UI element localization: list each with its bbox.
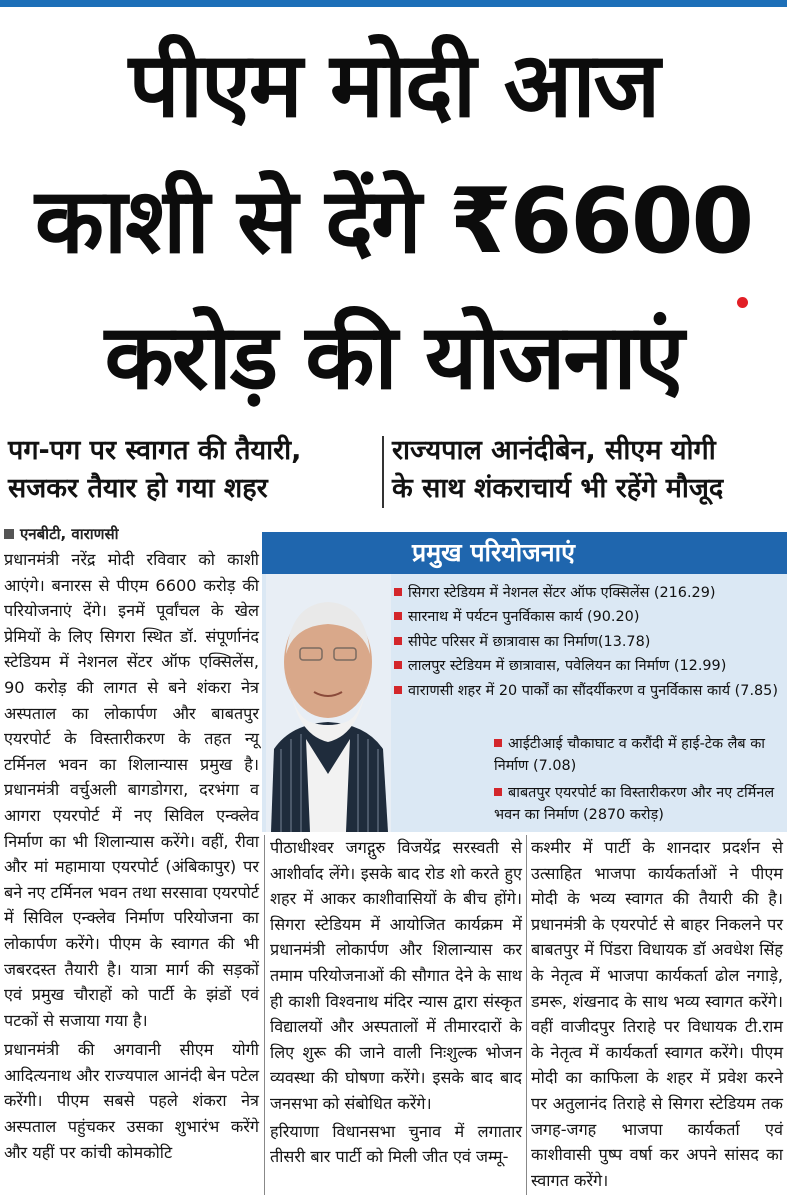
byline xyxy=(4,524,119,544)
projects-box-title: प्रमुख परियोजनाएं xyxy=(412,538,575,567)
article-column-2 xyxy=(270,835,522,1170)
headline-line-2: काशी से देंगे ₹6600 xyxy=(34,169,753,274)
project-item-text: सिगरा स्टेडियम में नेशनल सेंटर ऑफ एक्सिलेंस (216.29) xyxy=(408,585,716,601)
project-item-text: सारनाथ में पर्यटन पुनर्विकास कार्य (90.20) xyxy=(408,609,640,625)
subhead-divider xyxy=(382,436,384,508)
article-paragraph: प्रधानमंत्री की अगवानी सीएम योगी आदित्यनाथ और राज्यपाल आनंदी बेन पटेल करेंगी। पीएम सबसे पहले शंकरा नेत्र अस्पताल पहुंचकर उसका शुभारंभ करेंगे और यहीं पर कांची कोमकोटि xyxy=(4,1040,259,1162)
byline-text: एनबीटी, वाराणसी xyxy=(20,525,119,543)
project-item-text: लालपुर स्टेडियम में छात्रावास, पवेलियन का निर्माण (12.99) xyxy=(408,658,727,674)
pm-photo xyxy=(266,574,391,832)
bullet-icon xyxy=(394,612,402,620)
project-item xyxy=(394,631,784,653)
bullet-icon xyxy=(394,588,402,596)
project-item xyxy=(394,655,784,677)
column-divider xyxy=(264,835,265,1195)
project-item xyxy=(494,733,784,777)
headline-line-3: करोड़ की योजनाएं xyxy=(104,305,683,410)
project-item-text: सीपेट परिसर में छात्रावास का निर्माण(13.78) xyxy=(408,634,651,650)
article-paragraph: हरियाणा विधानसभा चुनाव में लगातार तीसरी बार पार्टी को मिली जीत एवं जम्मू- xyxy=(270,1121,522,1167)
bullet-icon xyxy=(394,637,402,645)
project-item-text: आईटीआई चौकाघाट व करौंदी में हाई-टेक लैब का निर्माण (7.08) xyxy=(494,736,766,774)
project-item xyxy=(394,680,784,702)
bullet-icon xyxy=(494,739,502,747)
bullet-icon xyxy=(394,661,402,669)
project-item xyxy=(394,582,784,604)
article-column-1 xyxy=(4,547,259,1165)
article-column-3 xyxy=(531,835,783,1193)
project-item xyxy=(394,606,784,628)
project-item-text: वाराणसी शहर में 20 पार्कों का सौंदर्यीकरण व पुनर्विकास कार्य (7.85) xyxy=(408,683,778,699)
subhead-right xyxy=(392,432,784,510)
bullet-icon xyxy=(394,686,402,694)
top-color-bar xyxy=(0,0,787,7)
subhead-right-line-2: के साथ शंकराचार्य भी रहेंगे मौजूद xyxy=(392,473,724,504)
subhead-left-line-2: सजकर तैयार हो गया शहर xyxy=(8,473,268,504)
article-paragraph: प्रधानमंत्री नरेंद्र मोदी रविवार को काशी आएंगे। बनारस से पीएम 6600 करोड़ की परियोजनाएं देंगे। इनमें पूर्वांचल के खेल प्रेमियों के लिए सिगरा स्थित डॉ. संपूर्णानंद स्टेडियम में नेशनल सेंटर ऑफ एक्सिलेंस, 90 करोड़ की लागत से बने शंकरा नेत्र अस्पताल का लोकार्पण और बाबतपुर एयरपोर्ट के विस्तारीकरण के तहत न्यू टर्मिनल भवन का शिलान्यास प्रमुख है। प्रधानमंत्री वर्चुअली बागडोगरा, दरभंगा व आगरा एयरपोर्ट में नए सिविल एन्क्लेव निर्माण का भी शिलान्यास करेंगे। वहीं, रीवा और मां महामाया एयरपोर्ट (अंबिकापुर) पर बने नए टर्मिनल भवन तथा सरसावा एयरपोर्ट में सिविल एन्क्लेव निर्माण परियोजना का लोकार्पण करेंगे। पीएम के स्वागत की भी जबरदस्त तैयारी है। यात्रा मार्ग की सड़कों एवं प्रमुख चौराहों को पार्टी के झंडों एवं पटकों से सजाया गया है। xyxy=(4,550,259,1030)
anusvara-red-dot xyxy=(737,297,748,308)
projects-box-header xyxy=(262,532,787,574)
article-paragraph: पीठाधीश्वर जगद्गुरु विजयेंद्र सरस्वती से आशीर्वाद लेंगे। इसके बाद रोड शो करते हुए शहर में आकर काशीवासियों के बीच होंगे। सिगरा स्टेडियम में आयोजित कार्यक्रम में प्रधानमंत्री लोकार्पण और शिलान्यास कर तमाम परियोजनाओं की सौगात देने के साथ ही काशी विश्वनाथ मंदिर न्यास द्वारा संस्कृत विद्यालयों और अस्पतालों में तीमारदारों के लिए शुरू की जाने वाली निःशुल्क भोजन व्यवस्था की घोषणा करेंगे। इसके बाद बाद जनसभा को संबोधित करेंगे। xyxy=(270,838,522,1113)
project-item-text: बाबतपुर एयरपोर्ट का विस्तारीकरण और नए टर्मिनल भवन का निर्माण (2870 करोड़) xyxy=(494,785,775,823)
bullet-icon xyxy=(494,788,502,796)
subhead-left xyxy=(8,432,378,510)
subhead-left-line-1: पग-पग पर स्वागत की तैयारी, xyxy=(8,435,302,466)
column-divider xyxy=(526,835,527,1195)
byline-square-icon xyxy=(4,529,14,539)
article-paragraph: कश्मीर में पार्टी के शानदार प्रदर्शन से उत्साहित भाजपा कार्यकर्ताओं ने पीएम मोदी के भव्य स्वागत की तैयारी की है। प्रधानमंत्री के एयरपोर्ट से बाहर निकलने पर बाबतपुर में पिंडरा विधायक डॉ अवधेश सिंह के नेतृत्व में भाजपा कार्यकर्ता ढोल नगाड़े, डमरू, शंखनाद के साथ भव्य स्वागत करेंगे। वहीं वाजीदपुर तिराहे पर विधायक टी.राम के नेतृत्व में कार्यकर्ता स्वागत करेंगे। पीएम मोदी का काफिला के शहर में प्रवेश करने पर अतुलानंद तिराहे से सिगरा स्टेडियम तक जगह-जगह भाजपा कार्यकर्ता एवं काशीवासी पुष्प वर्षा कर अपने सांसद का स्वागत करेंगे। xyxy=(531,838,783,1190)
headline-line-1: पीएम मोदी आज xyxy=(128,33,659,138)
subhead-right-line-1: राज्यपाल आनंदीबेन, सीएम योगी xyxy=(392,435,716,466)
project-item xyxy=(494,782,784,826)
headline xyxy=(0,18,787,426)
